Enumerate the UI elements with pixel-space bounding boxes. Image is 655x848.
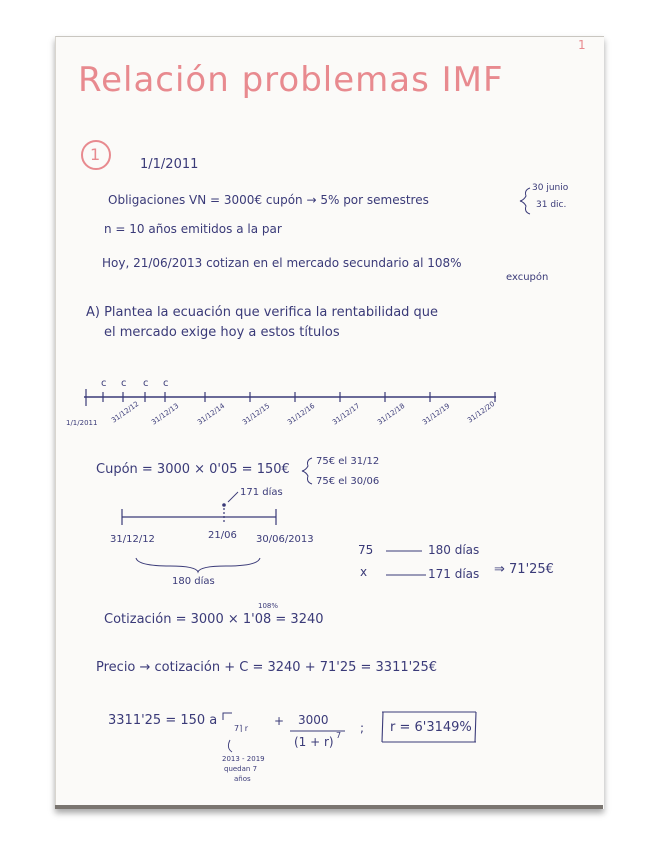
question-a-line-2: el mercado exige hoy a estos títulos [104, 325, 340, 340]
coupon-date-dec: 31 dic. [536, 200, 567, 210]
equation-note-years: 2013 - 2019 [222, 755, 265, 763]
sub-timeline-mid: 21/06 [208, 530, 237, 541]
timeline-tick-6: 31/12/17 [331, 401, 362, 427]
equation-result: r = 6'3149% [390, 720, 472, 735]
page-marker: 1 [578, 38, 586, 52]
sub-timeline-left: 31/12/12 [110, 534, 155, 545]
timeline-tick-8: 31/12/19 [421, 401, 452, 427]
precio-formula: Precio → cotización + C = 3240 + 71'25 = 3311'25€ [96, 660, 438, 675]
equation-denominator: (1 + r) [294, 735, 334, 749]
coupon-date-june: 30 junio [532, 183, 569, 193]
cotizacion-note: 108% [258, 602, 279, 610]
timeline-tick-1: 31/12/12 [110, 399, 141, 425]
timeline-tick-7: 31/12/18 [376, 401, 407, 427]
equation-exponent: 7 [336, 731, 342, 740]
days-note: 171 días [240, 487, 283, 498]
timeline-coupon-2: c [121, 378, 127, 389]
rule-row2-b: 171 días [428, 567, 480, 581]
timeline-tick-5: 31/12/16 [286, 401, 317, 427]
equation-numerator: 3000 [298, 713, 329, 727]
equation-note-anos: años [234, 775, 251, 783]
rule-row2-a: x [360, 565, 368, 579]
timeline-tick-4: 31/12/15 [241, 401, 272, 427]
split-brace [302, 458, 312, 484]
statement-line-3: Hoy, 21/06/2013 cotizan en el mercado secundario al 108% [102, 256, 462, 270]
equation-subscript: 7⌉ r [234, 724, 249, 733]
rule-row1-a: 75 [358, 543, 374, 557]
problem-date: 1/1/2011 [140, 157, 199, 172]
timeline-tick-9: 31/12/20 [466, 399, 497, 425]
rule-result: ⇒ 71'25€ [494, 562, 554, 577]
statement-line-1: Obligaciones VN = 3000€ cupón → 5% por semestres [108, 193, 429, 207]
statement-line-2: n = 10 años emitidos a la par [104, 222, 282, 236]
timeline-coupon-1: c [101, 378, 107, 389]
days-brace [136, 558, 260, 572]
problem-number: 1 [90, 145, 101, 164]
equation-lhs: 3311'25 = 150 a [108, 713, 218, 728]
timeline-start-label: 1/1/2011 [66, 419, 98, 427]
equation-note-remaining: quedan 7 [224, 765, 258, 773]
timeline-tick-2: 31/12/13 [150, 401, 181, 427]
timeline-tick-3: 31/12/14 [196, 401, 227, 427]
sub-timeline-right: 30/06/2013 [256, 534, 314, 545]
coupon-split-jun: 75€ el 30/06 [316, 476, 380, 487]
ex-coupon-note: excupón [506, 272, 549, 283]
question-a-line-1: A) Plantea la ecuación que verifica la rentabilidad que [86, 305, 439, 320]
rule-row1-b: 180 días [428, 543, 480, 557]
days-brace-label: 180 días [172, 576, 215, 587]
equation-plus: + [274, 714, 285, 728]
timeline-coupon-3: c [143, 378, 149, 389]
coupon-split-dec: 75€ el 31/12 [316, 456, 380, 467]
coupon-formula: Cupón = 3000 × 0'05 = 150€ [96, 462, 290, 477]
page-title: Relación problemas IMF [78, 60, 504, 100]
timeline-coupon-4: c [163, 378, 169, 389]
coupon-brace [520, 188, 530, 214]
cotizacion-formula: Cotización = 3000 × 1'08 = 3240 [104, 612, 324, 627]
equation-separator: ; [360, 721, 365, 735]
